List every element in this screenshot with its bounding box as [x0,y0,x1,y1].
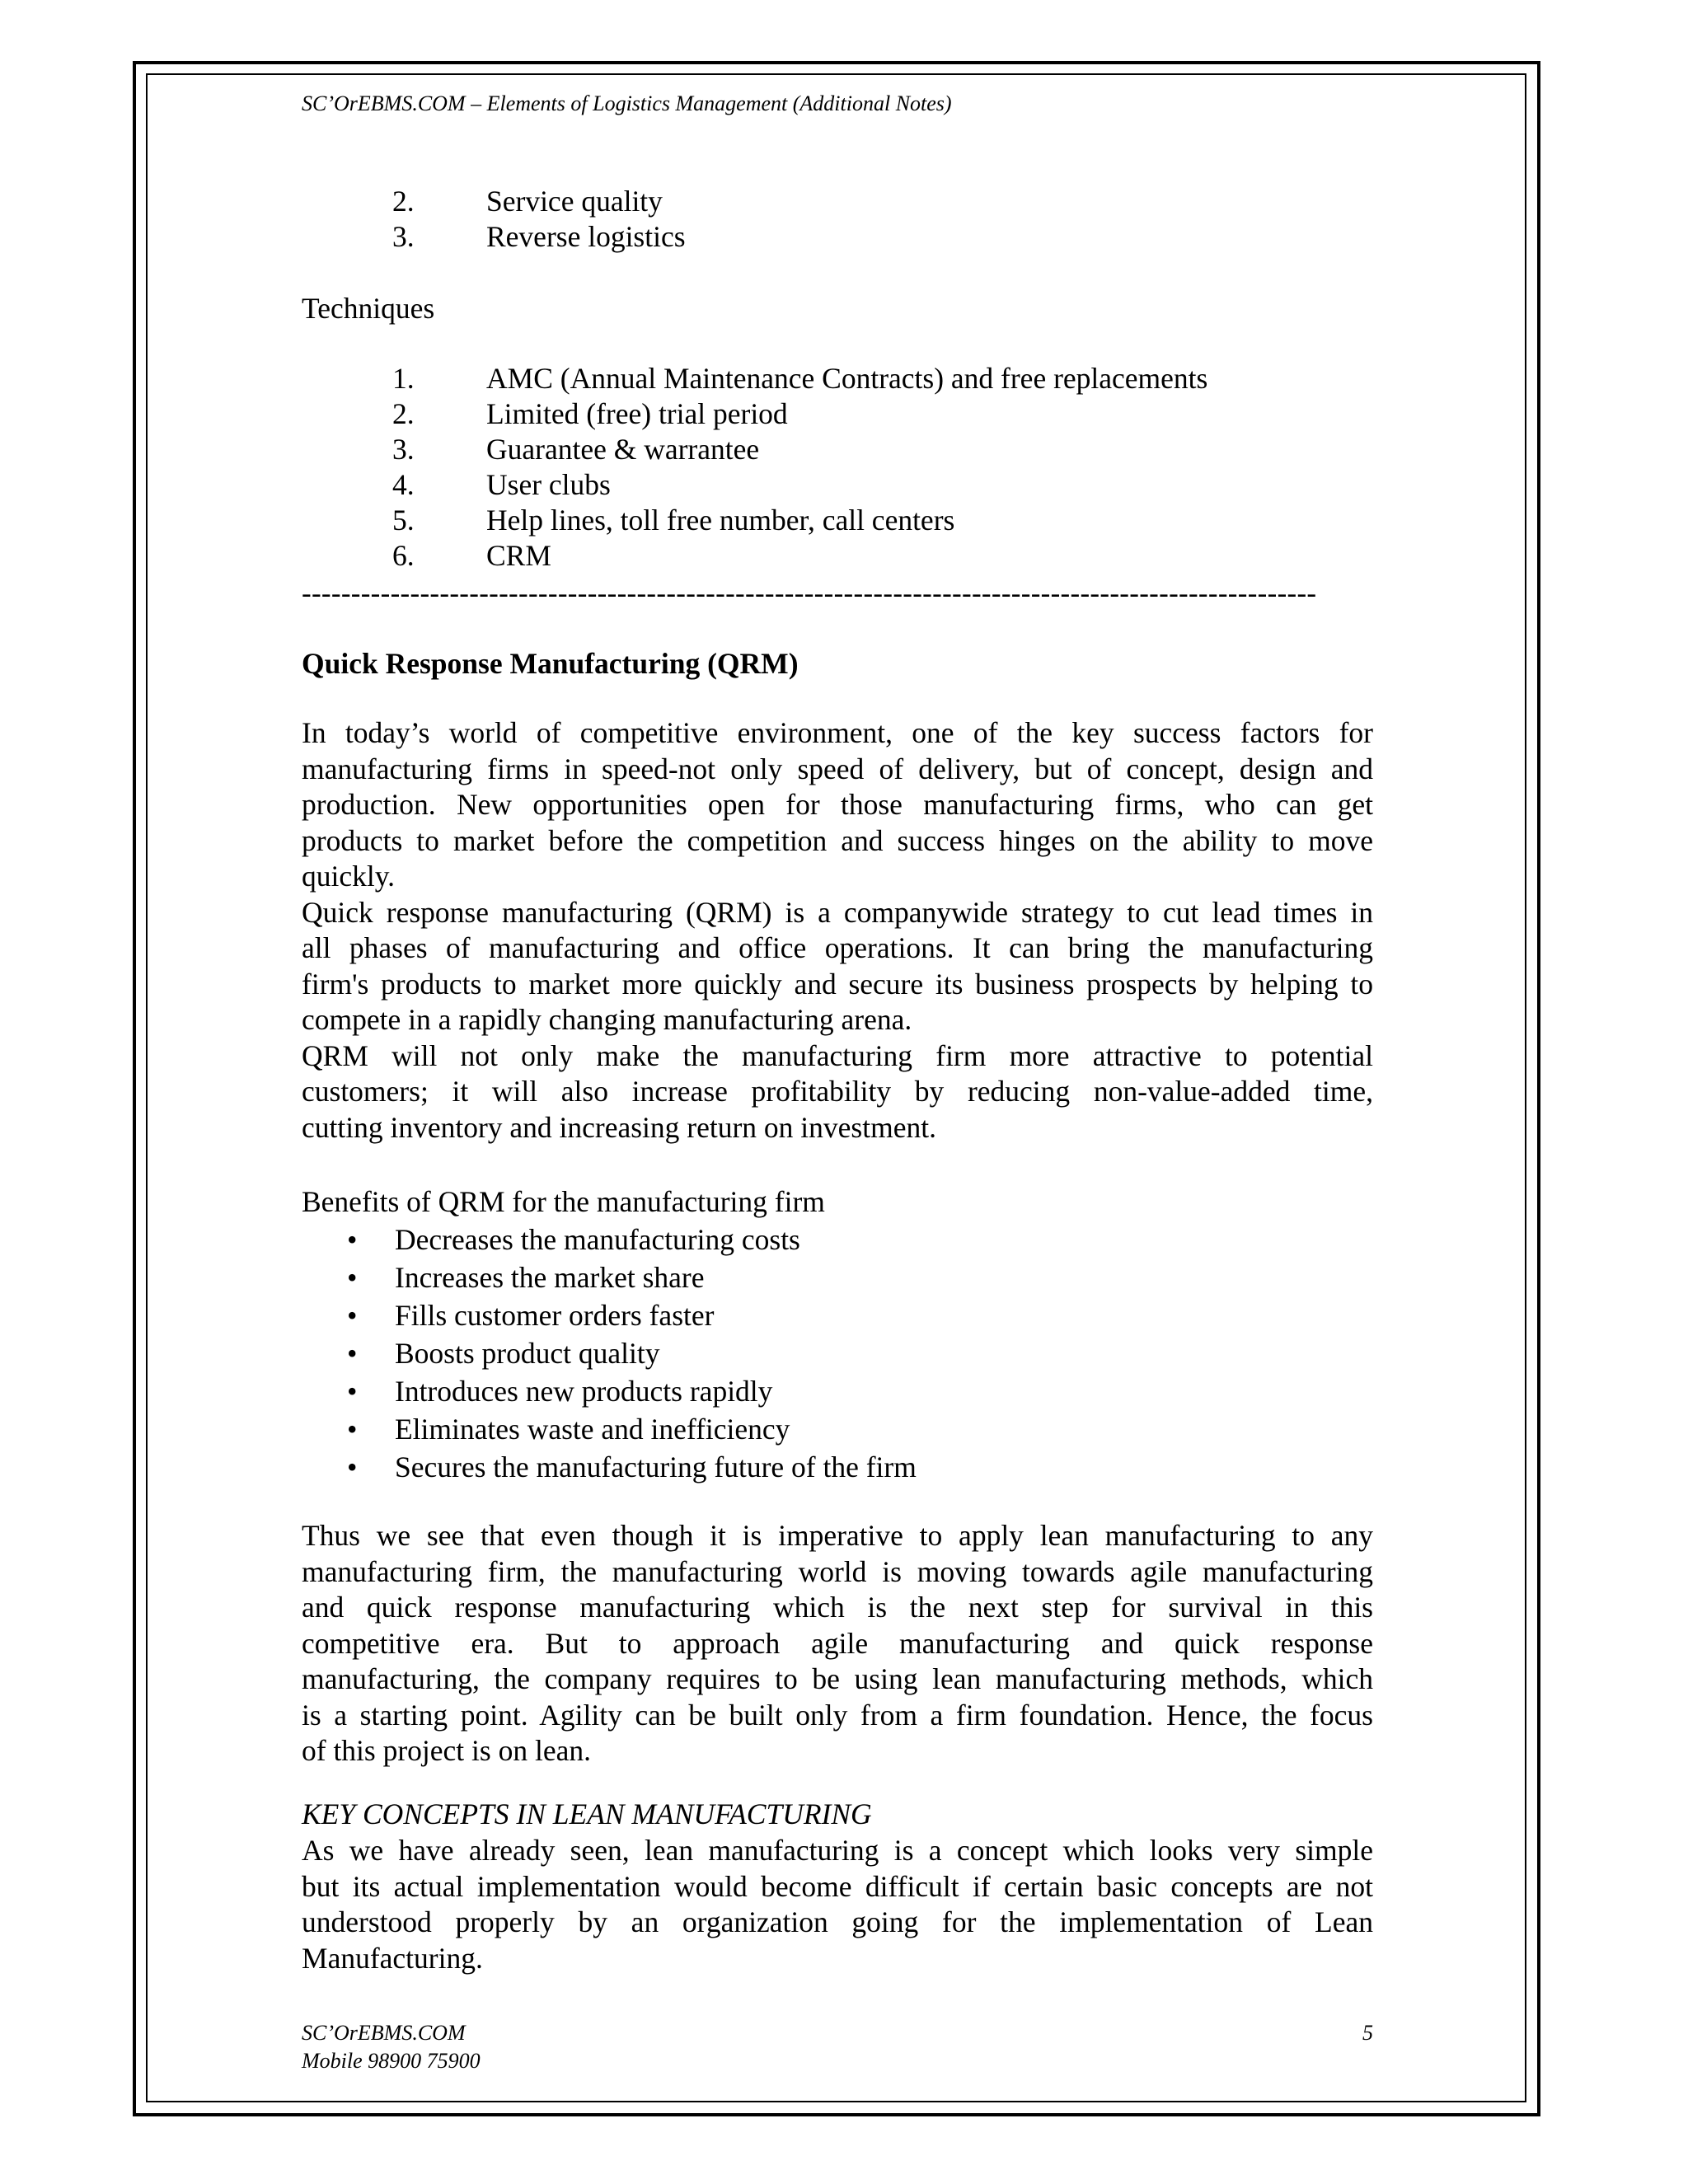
subsection-heading: KEY CONCEPTS IN LEAN MANUFACTURING [302,1797,872,1830]
paragraph-line: cutting inventory and increasing return on investment. [302,1110,936,1144]
page-footer [302,2019,481,2075]
paragraph [302,1833,1373,1976]
bullet-icon: • [347,1451,358,1483]
list-item-number: 1. [392,362,415,395]
paragraph-line: competitive era. But to approach agile manufacturing and quick response [302,1626,1373,1660]
bullet-text: Secures the manufacturing future of the firm [395,1451,917,1483]
paragraph-line: As we have already seen, lean manufacturing is a concept which looks very simple [302,1834,1373,1867]
list-item-text: Service quality [486,185,663,218]
paragraph-line: Thus we see that even though it is imperative to apply lean manufacturing to any [302,1519,1373,1552]
section-heading: Quick Response Manufacturing (QRM) [302,647,799,680]
list-item-number: 3. [392,433,415,466]
paragraph-line: understood properly by an organization going for the implementation of Lean [302,1905,1373,1938]
list-item-text: Help lines, toll free number, call centers [486,504,955,537]
bullet-icon: • [347,1413,358,1446]
separator-line: ------------------------------------------------------------------------------------------------------- [302,577,1317,609]
paragraph-line: of this project is on lean. [302,1734,591,1767]
list-item-number: 2. [392,397,415,430]
paragraph-line: QRM will not only make the manufacturing firm more attractive to potential [302,1038,1373,1072]
page-number: 5 [1362,2021,1373,2045]
list-item-text: Guarantee & warrantee [486,433,760,466]
paragraph-line: but its actual implementation would become difficult if certain basic concepts are not [302,1869,1373,1903]
bullet-text: Decreases the manufacturing costs [395,1223,800,1256]
paragraph-line: and quick response manufacturing which is the next step for survival in this [302,1591,1373,1624]
bullet-text: Boosts product quality [395,1337,660,1370]
bullet-icon: • [347,1261,358,1294]
paragraph-line: products to market before the competition and success hinges on the ability to move [302,823,1373,857]
paragraph-line: firm's products to market more quickly and secure its business prospects by helping to [302,967,1373,1001]
bullet-text: Introduces new products rapidly [395,1375,773,1408]
footer-mobile: Mobile 98900 75900 [302,2049,481,2073]
paragraph-line: manufacturing firm, the manufacturing world is moving towards agile manufacturing [302,1554,1373,1588]
bullet-icon: • [347,1337,358,1370]
techniques-label: Techniques [302,292,435,325]
paragraph-line: production. New opportunities open for those manufacturing firms, who can get [302,788,1373,821]
list-item-text: User clubs [486,468,611,501]
bullet-icon: • [347,1375,358,1408]
list-item-number: 4. [392,468,415,501]
paragraph [302,715,1373,1146]
paragraph-line: manufacturing, the company requires to be using lean manufacturing methods, which [302,1662,1373,1695]
list-item-text: AMC (Annual Maintenance Contracts) and free replacements [486,362,1208,395]
bullet-text: Increases the market share [395,1261,705,1294]
page-header: SC’OrEBMS.COM – Elements of Logistics Management (Additional Notes) [302,91,952,115]
paragraph-line: In today’s world of competitive environment, one of the key success factors for [302,716,1373,749]
paragraph-line: all phases of manufacturing and office operations. It can bring the manufacturing [302,931,1373,964]
list-item-text: Limited (free) trial period [486,397,788,430]
list-item-text: CRM [486,539,551,572]
benefits-label: Benefits of QRM for the manufacturing firm [302,1185,825,1218]
list-item-number: 3. [392,220,415,253]
list-item-text: Reverse logistics [486,220,686,253]
paragraph-line: quickly. [302,860,396,893]
bullet-icon: • [347,1223,358,1256]
list-item-number: 5. [392,504,415,537]
list-item-number: 2. [392,185,415,218]
bullet-icon: • [347,1299,358,1332]
paragraph-line: is a starting point. Agility can be built only from a firm foundation. Hence, the focus [302,1698,1373,1732]
footer-site: SC’OrEBMS.COM [302,2021,466,2045]
bullet-text: Fills customer orders faster [395,1299,715,1332]
paragraph-line: compete in a rapidly changing manufacturing arena. [302,1003,912,1036]
paragraph-line: manufacturing firms in speed-not only speed of delivery, but of concept, design and [302,752,1373,785]
paragraph-line: customers; it will also increase profitability by reducing non-value-added time, [302,1075,1373,1108]
list-item-number: 6. [392,539,415,572]
paragraph [302,1518,1373,1769]
paragraph-line: Quick response manufacturing (QRM) is a companywide strategy to cut lead times in [302,895,1373,929]
paragraph-line: Manufacturing. [302,1941,483,1975]
bullet-text: Eliminates waste and inefficiency [395,1413,790,1446]
